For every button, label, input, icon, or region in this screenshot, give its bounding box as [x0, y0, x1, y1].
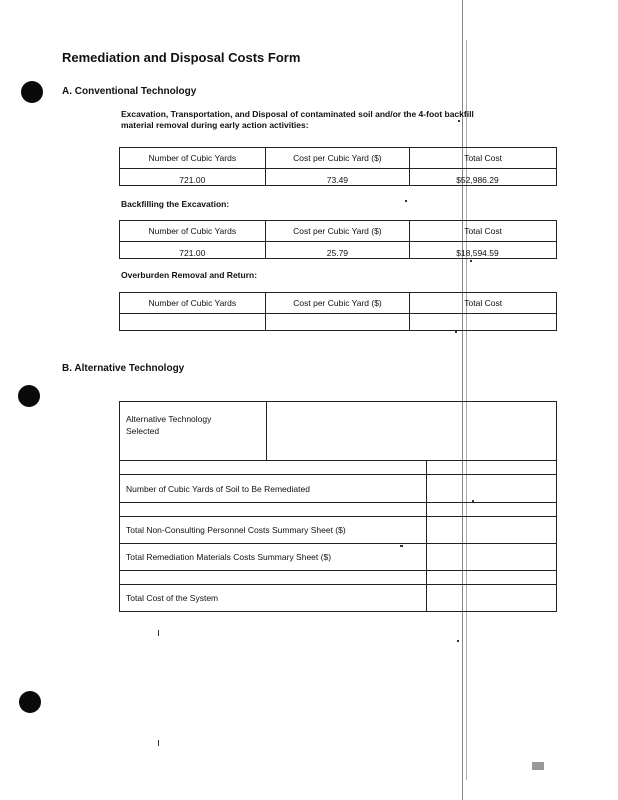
- excavation-caption: [121, 109, 541, 131]
- excavation-cubic-yards[interactable]: 721.00: [120, 169, 266, 186]
- header-total-cost: Total Cost: [410, 148, 557, 169]
- table-header-row: [120, 148, 557, 169]
- overburden-total-cost[interactable]: [410, 314, 557, 331]
- selected-label-line2: Selected: [126, 426, 160, 436]
- table-header-row: [120, 293, 557, 314]
- spacer-value-cell: [427, 503, 557, 517]
- spacer-value-cell: [427, 461, 557, 475]
- cubic-yards-row: [120, 475, 557, 503]
- personnel-costs-label: Total Non-Consulting Personnel Costs Summary Sheet ($): [120, 517, 427, 544]
- excavation-cost-per-yard[interactable]: 73.49: [265, 169, 410, 186]
- backfilling-table: [119, 220, 557, 259]
- overburden-table: [119, 292, 557, 331]
- header-cubic-yards: Number of Cubic Yards: [120, 148, 266, 169]
- header-cost-per-yard: Cost per Cubic Yard ($): [265, 148, 410, 169]
- overburden-caption: Overburden Removal and Return:: [121, 270, 258, 280]
- materials-costs-label: Total Remediation Materials Costs Summary Sheet ($): [120, 544, 427, 571]
- total-cost-label: Total Cost of the System: [120, 585, 427, 612]
- spacer-cell: [120, 571, 427, 585]
- binder-hole-top: [21, 81, 43, 103]
- overburden-cost-per-yard[interactable]: [265, 314, 410, 331]
- spacer-row: [120, 461, 557, 475]
- header-cubic-yards: Number of Cubic Yards: [120, 293, 266, 314]
- section-b-heading: B. Alternative Technology: [62, 363, 185, 374]
- cubic-yards-label: Number of Cubic Yards of Soil to Be Remediated: [120, 475, 427, 503]
- alternative-technology-table: [119, 401, 557, 612]
- spacer-row: [120, 571, 557, 585]
- table-row: [120, 242, 557, 259]
- excavation-caption-line1: Excavation, Transportation, and Disposal of contaminated soil and/or the 4-foot backfill: [121, 109, 474, 119]
- spacer-cell: [120, 461, 427, 475]
- spacer-value-cell: [427, 571, 557, 585]
- spacer-row: [120, 503, 557, 517]
- table-header-row: [120, 221, 557, 242]
- backfilling-cubic-yards[interactable]: 721.00: [120, 242, 266, 259]
- backfilling-cost-per-yard[interactable]: 25.79: [265, 242, 410, 259]
- header-cost-per-yard: Cost per Cubic Yard ($): [265, 221, 410, 242]
- total-cost-row: [120, 585, 557, 612]
- page-title: Remediation and Disposal Costs Form: [62, 50, 301, 65]
- cubic-yards-value[interactable]: [427, 475, 557, 503]
- section-a-heading: A. Conventional Technology: [62, 86, 197, 97]
- binder-hole-bottom: [19, 691, 41, 713]
- personnel-costs-value[interactable]: [427, 517, 557, 544]
- personnel-costs-row: [120, 517, 557, 544]
- selected-row: [120, 402, 557, 461]
- backfilling-total-cost[interactable]: $18,594.59: [410, 242, 557, 259]
- excavation-caption-line2: material removal during early action activities:: [121, 120, 309, 130]
- header-total-cost: Total Cost: [410, 221, 557, 242]
- header-cubic-yards: Number of Cubic Yards: [120, 221, 266, 242]
- binder-hole-middle: [18, 385, 40, 407]
- selected-label-line1: Alternative Technology: [126, 414, 212, 424]
- table-row: [120, 314, 557, 331]
- excavation-total-cost[interactable]: $52,986.29: [410, 169, 557, 186]
- table-row: [120, 169, 557, 186]
- materials-costs-value[interactable]: [427, 544, 557, 571]
- total-cost-value[interactable]: [427, 585, 557, 612]
- excavation-table: [119, 147, 557, 186]
- selected-label-cell: [120, 402, 267, 461]
- page-marker: [532, 762, 544, 770]
- overburden-cubic-yards[interactable]: [120, 314, 266, 331]
- materials-costs-row: [120, 544, 557, 571]
- backfilling-caption: Backfilling the Excavation:: [121, 199, 230, 209]
- spacer-cell: [120, 503, 427, 517]
- header-total-cost: Total Cost: [410, 293, 557, 314]
- selected-value[interactable]: [266, 402, 556, 461]
- header-cost-per-yard: Cost per Cubic Yard ($): [265, 293, 410, 314]
